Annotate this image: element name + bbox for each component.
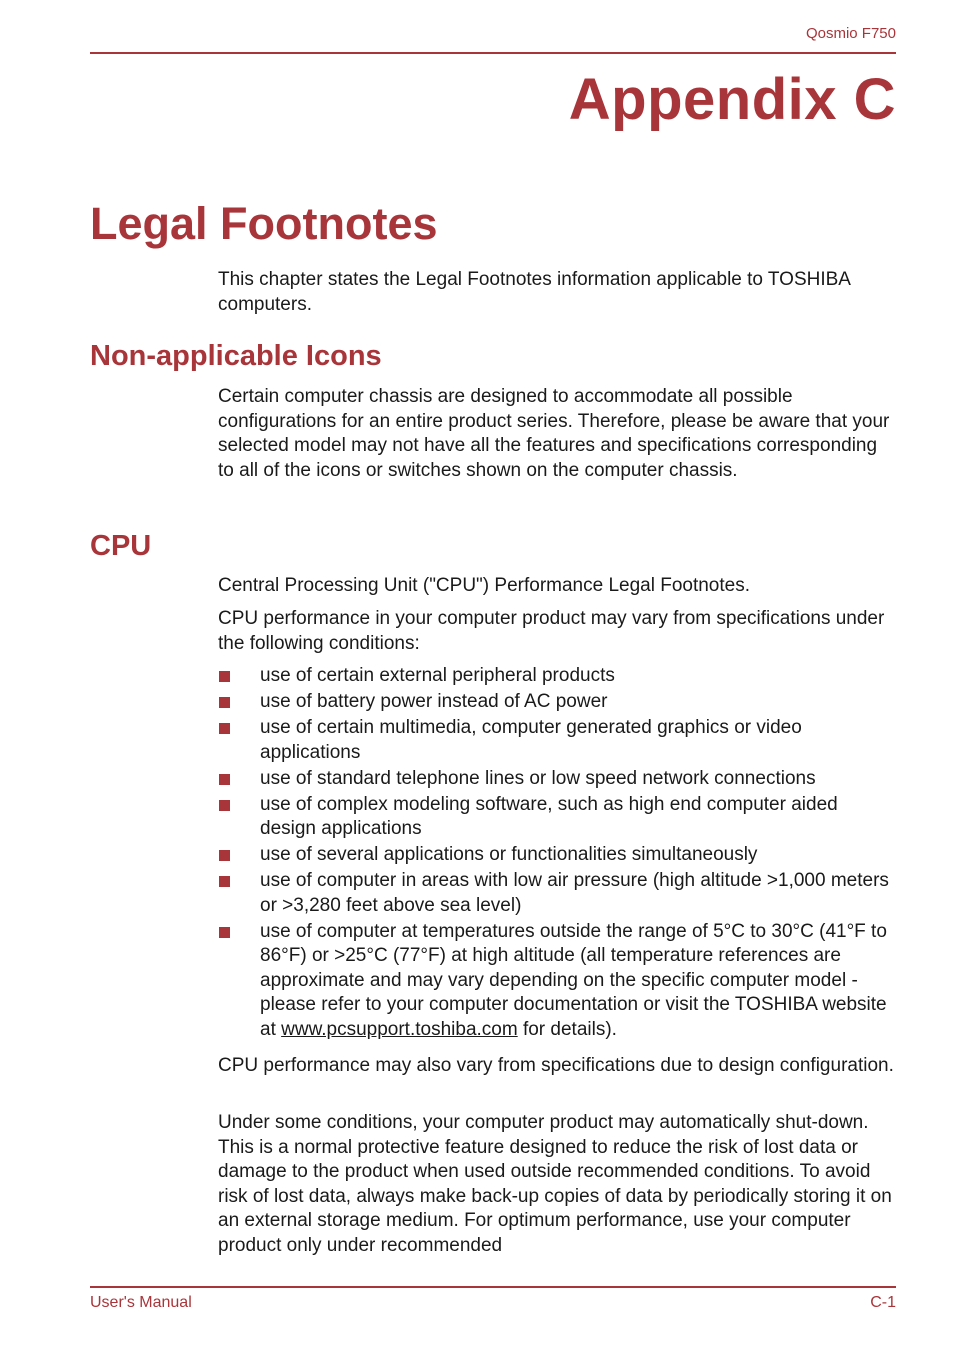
list-item-text: use of certain multimedia, computer generated graphics or video applications — [260, 717, 802, 763]
list-item — [218, 767, 898, 792]
non-applicable-paragraph: Certain computer chassis are designed to accommodate all possible configurations for an entire product series. Therefore, please be aware that your selected model may not have all the features and specifications corresponding to all of the icons or switches shown on the computer chassis. — [218, 386, 890, 481]
bullet-square-icon — [219, 697, 230, 708]
intro-paragraph: This chapter states the Legal Footnotes information applicable to TOSHIBA computers. — [218, 269, 850, 315]
cpu-conditions-list — [218, 664, 898, 1044]
list-item — [218, 664, 898, 689]
bullet-square-icon — [219, 774, 230, 785]
bullet-square-icon — [219, 671, 230, 682]
page-number: C-1 — [870, 1294, 896, 1311]
list-item — [218, 843, 898, 868]
header-rule — [90, 52, 896, 54]
list-item-text-before-link: use of computer at temperatures outside the range of 5°C to 30°C (41°F to 86°F) or >25°C (77°F) at high altitude (all temperature references are approximate and may vary depending on the specific computer model - please refer to your computer documentation or visit the TOSHIBA website at — [260, 920, 887, 1040]
list-item — [218, 920, 898, 1043]
cpu-paragraph-2: CPU performance in your computer product may vary from specifications under the following conditions: — [218, 608, 885, 654]
list-item-text: use of several applications or functionalities simultaneously — [260, 844, 758, 865]
footer-rule — [90, 1286, 896, 1288]
list-item-text: use of standard telephone lines or low speed network connections — [260, 767, 816, 789]
section-heading-non-applicable-icons: Non-applicable Icons — [90, 340, 382, 372]
footer-manual-title: User's Manual — [90, 1294, 192, 1311]
bullet-square-icon — [219, 800, 230, 811]
bullet-square-icon — [219, 927, 230, 938]
toshiba-support-link[interactable]: www.pcsupport.toshiba.com — [281, 1018, 518, 1040]
list-item-text: use of certain external peripheral products — [260, 665, 615, 686]
list-item-text: use of battery power instead of AC power — [260, 691, 608, 712]
list-item — [218, 793, 898, 842]
list-item-text-after-link: for details). — [517, 1018, 617, 1040]
cpu-paragraph-1: Central Processing Unit ("CPU") Performance Legal Footnotes. — [218, 575, 750, 596]
list-item-text: use of complex modeling software, such as high end computer aided design applications — [260, 793, 838, 839]
list-item — [218, 869, 898, 918]
bullet-square-icon — [219, 876, 230, 887]
cpu-paragraph-4: Under some conditions, your computer product may automatically shut-down. This is a normal protective feature designed to reduce the risk of lost data or damage to the product when used outside recommended conditions. To avoid risk of lost data, always make back-up copies of data by periodically storing it on an external storage medium. For optimum performance, use your computer product only under recommended — [218, 1112, 892, 1256]
bullet-square-icon — [219, 850, 230, 861]
cpu-paragraph-3: CPU performance may also vary from specifications due to design configuration. — [218, 1055, 894, 1076]
bullet-square-icon — [219, 723, 230, 734]
chapter-title: Legal Footnotes — [90, 198, 438, 249]
section-heading-cpu: CPU — [90, 530, 152, 562]
list-item — [218, 690, 898, 715]
running-header-model: Qosmio F750 — [805, 25, 896, 42]
appendix-title: Appendix C — [568, 67, 896, 132]
list-item — [218, 716, 898, 765]
list-item-text: use of computer in areas with low air pressure (high altitude >1,000 meters or >3,280 feet above sea level) — [260, 870, 889, 916]
